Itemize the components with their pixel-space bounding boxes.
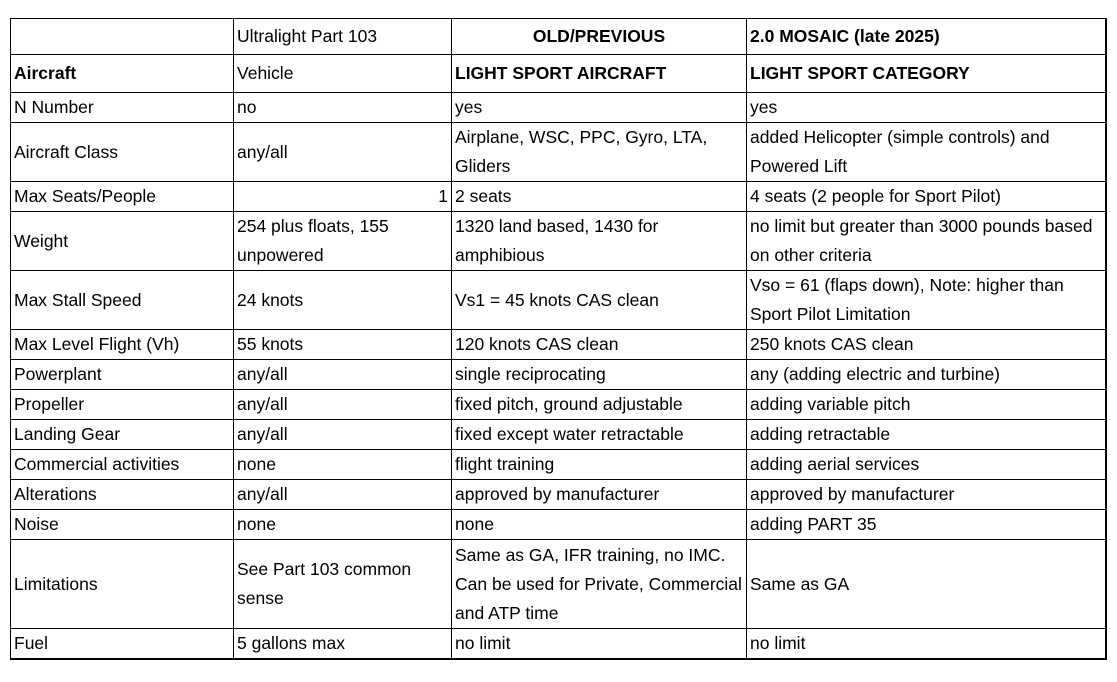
mosaic-cell: Vso = 61 (flaps down), Note: higher than Sport Pilot Limitation (747, 271, 1106, 330)
old-cell: fixed except water retractable (452, 420, 747, 450)
mosaic-cell: Same as GA (747, 540, 1106, 629)
mosaic-cell: no limit (747, 629, 1106, 660)
old-cell: approved by manufacturer (452, 480, 747, 510)
mosaic-cell: 4 seats (2 people for Sport Pilot) (747, 182, 1106, 212)
row-label: Max Stall Speed (11, 271, 234, 330)
part103-cell: 5 gallons max (234, 629, 452, 660)
mosaic-cell: 250 knots CAS clean (747, 330, 1106, 360)
old-cell: single reciprocating (452, 360, 747, 390)
header-old-previous: OLD/PREVIOUS (452, 19, 747, 55)
part103-cell: no (234, 93, 452, 123)
row-label: Noise (11, 510, 234, 540)
table-row (11, 182, 1106, 212)
old-cell: fixed pitch, ground adjustable (452, 390, 747, 420)
part103-cell: See Part 103 common sense (234, 540, 452, 629)
old-cell: no limit (452, 629, 747, 660)
table-row (11, 540, 1106, 629)
old-cell: 120 knots CAS clean (452, 330, 747, 360)
table-row (11, 420, 1106, 450)
row-label: N Number (11, 93, 234, 123)
row-label: Limitations (11, 540, 234, 629)
table-row (11, 330, 1106, 360)
old-cell: Vs1 = 45 knots CAS clean (452, 271, 747, 330)
subheader-aircraft: Aircraft (11, 55, 234, 93)
mosaic-cell: adding PART 35 (747, 510, 1106, 540)
subheader-lsc: LIGHT SPORT CATEGORY (747, 55, 1106, 93)
old-cell: yes (452, 93, 747, 123)
table-row (11, 510, 1106, 540)
table-row (11, 390, 1106, 420)
table-row (11, 360, 1106, 390)
part103-cell: 55 knots (234, 330, 452, 360)
table-row (11, 123, 1106, 182)
part103-cell: 24 knots (234, 271, 452, 330)
table-row (11, 212, 1106, 271)
mosaic-cell: no limit but greater than 3000 pounds based on other criteria (747, 212, 1106, 271)
mosaic-cell: added Helicopter (simple controls) and Powered Lift (747, 123, 1106, 182)
header-row (11, 19, 1106, 55)
row-label: Weight (11, 212, 234, 271)
mosaic-cell: adding variable pitch (747, 390, 1106, 420)
part103-cell: 1 (234, 182, 452, 212)
row-label: Max Seats/People (11, 182, 234, 212)
row-label: Alterations (11, 480, 234, 510)
row-label: Fuel (11, 629, 234, 660)
part103-cell: any/all (234, 360, 452, 390)
old-cell: flight training (452, 450, 747, 480)
row-label: Aircraft Class (11, 123, 234, 182)
mosaic-cell: yes (747, 93, 1106, 123)
row-label: Landing Gear (11, 420, 234, 450)
row-label: Commercial activities (11, 450, 234, 480)
table-row (11, 629, 1106, 660)
comparison-table (10, 18, 1107, 660)
table-row (11, 450, 1106, 480)
old-cell: Airplane, WSC, PPC, Gyro, LTA, Gliders (452, 123, 747, 182)
row-label: Max Level Flight (Vh) (11, 330, 234, 360)
table-row (11, 271, 1106, 330)
row-label: Propeller (11, 390, 234, 420)
old-cell: Same as GA, IFR training, no IMC. Can be used for Private, Commercial and ATP time (452, 540, 747, 629)
mosaic-cell: adding retractable (747, 420, 1106, 450)
row-label: Powerplant (11, 360, 234, 390)
table-row (11, 480, 1106, 510)
header-mosaic: 2.0 MOSAIC (late 2025) (747, 19, 1106, 55)
mosaic-cell: any (adding electric and turbine) (747, 360, 1106, 390)
part103-cell: any/all (234, 390, 452, 420)
part103-cell: none (234, 450, 452, 480)
mosaic-cell: approved by manufacturer (747, 480, 1106, 510)
subheader-vehicle: Vehicle (234, 55, 452, 93)
old-cell: none (452, 510, 747, 540)
part103-cell: any/all (234, 480, 452, 510)
part103-cell: any/all (234, 420, 452, 450)
old-cell: 2 seats (452, 182, 747, 212)
header-corner-cell (11, 19, 234, 55)
part103-cell: none (234, 510, 452, 540)
table-row (11, 93, 1106, 123)
part103-cell: 254 plus floats, 155 unpowered (234, 212, 452, 271)
part103-cell: any/all (234, 123, 452, 182)
header-part103: Ultralight Part 103 (234, 19, 452, 55)
subheader-lsa: LIGHT SPORT AIRCRAFT (452, 55, 747, 93)
subheader-row (11, 55, 1106, 93)
mosaic-cell: adding aerial services (747, 450, 1106, 480)
old-cell: 1320 land based, 1430 for amphibious (452, 212, 747, 271)
